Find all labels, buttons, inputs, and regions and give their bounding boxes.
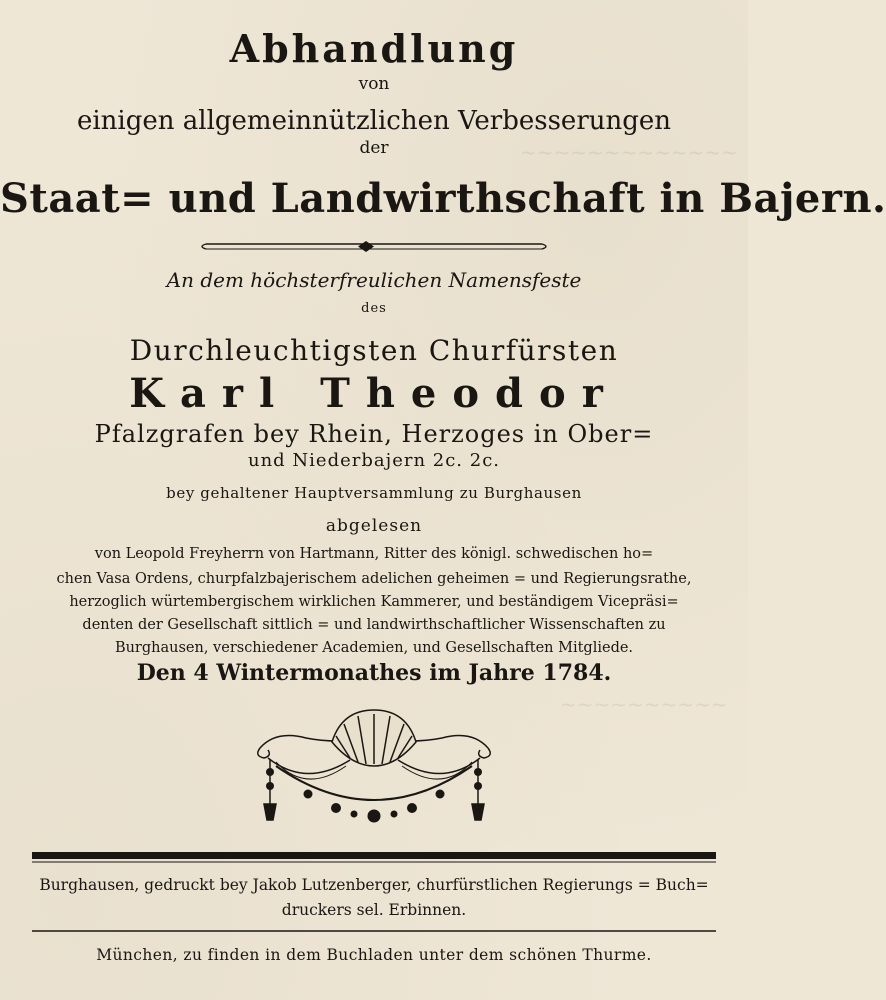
imprint-line-1: Burghausen, gedruckt bey Jakob Lutzenberger, churfürstlichen Regierungs = Buch= (39, 876, 709, 894)
show-through: ~~~~~~~~~~~~~ (520, 140, 738, 164)
elector-titles-1: Pfalzgrafen bey Rhein, Herzoges in Ober= (94, 420, 654, 448)
imprint-rule-top (30, 848, 718, 864)
show-through: ~~~~~~~~~~ (560, 692, 728, 716)
author-line-2: chen Vasa Ordens, churpfalzbajerischem adelichen geheimen = und Regierungsrathe, (56, 571, 692, 587)
title-topic: Staat= und Landwirthschaft in Bajern. (0, 175, 886, 222)
title-von: von (358, 74, 390, 94)
date-line: Den 4 Wintermonathes im Jahre 1784. (136, 660, 612, 686)
dedication-des: des (361, 301, 387, 316)
elector-name: Karl Theodor (129, 370, 619, 417)
dedication-occasion: An dem höchsterfreulichen Namensfeste (166, 268, 582, 292)
title-der: der (359, 138, 389, 158)
imprint-rule-bottom (30, 928, 718, 934)
title-subject: einigen allgemeinnützlichen Verbesserungen (76, 106, 672, 136)
dedication-title: Durchleuchtigsten Churfürsten (129, 334, 619, 367)
title-rule-ornament (196, 237, 552, 257)
author-line-4: denten der Gesellschaft sittlich = und landwirthschaftlicher Wissenschaften zu (82, 617, 666, 633)
author-line-3: herzoglich würtembergischem wirklichen Kammerer, und beständigem Vicepräsi= (69, 594, 679, 610)
main-title: Abhandlung (229, 26, 519, 71)
author-line-5: Burghausen, verschiedener Academien, und Gesellschaften Mitgliede. (114, 640, 634, 656)
imprint-line-2: druckers sel. Erbinnen. (281, 901, 467, 919)
assembly-line: bey gehaltener Hauptversammlung zu Burghausen (166, 484, 582, 502)
elector-titles-2: und Niederbajern 2c. 2c. (247, 450, 500, 471)
abgelesen-line: abgelesen (325, 516, 423, 536)
sale-line: München, zu finden in dem Buchladen unter dem schönen Thurme. (96, 946, 652, 964)
author-line-1: von Leopold Freyherrn von Hartmann, Ritter des königl. schwedischen ho= (94, 546, 654, 562)
vignette-ornament (246, 708, 502, 838)
